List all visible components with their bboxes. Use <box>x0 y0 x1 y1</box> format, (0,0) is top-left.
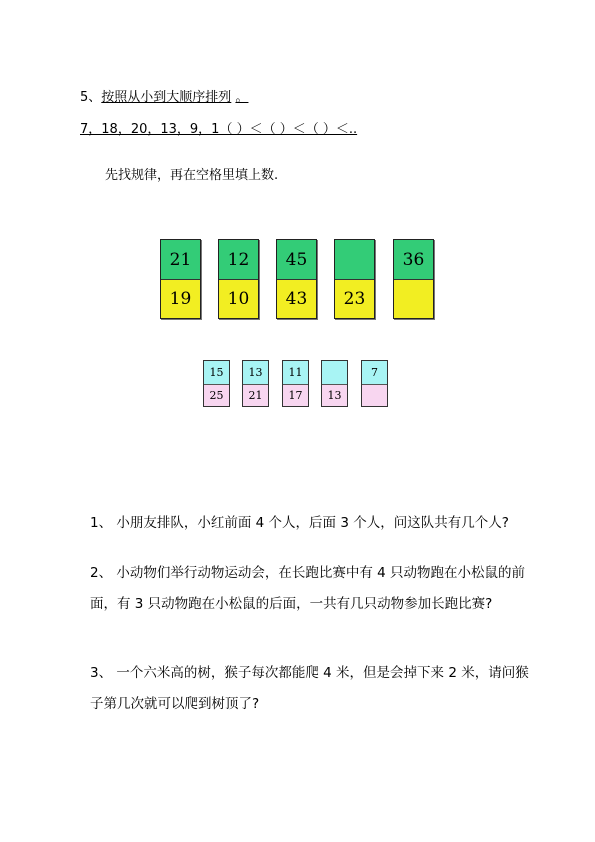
question-5-number: 5、 <box>80 90 102 105</box>
small-number-card-5 <box>361 360 388 407</box>
number-card-3 <box>276 239 317 319</box>
number-sequence: 7，18，20，13，9，1（ ）＜（ ）＜（ ）＜.. <box>80 122 358 137</box>
card-top-value: 21 <box>161 240 200 280</box>
word-problem-2: 2、 小动物们举行动物运动会，在长跑比赛中有 4 只动物跑在小松鼠的前面，有 3 只动物跑在小松鼠的后面，一共有几只动物参加长跑比赛? <box>90 565 526 612</box>
number-card-1 <box>160 239 201 319</box>
card-bottom-value <box>394 280 433 318</box>
small-number-card-1 <box>203 360 230 407</box>
card-bottom-value: 21 <box>243 385 268 406</box>
card-bottom-value: 17 <box>283 385 308 406</box>
word-problem-1: 1、 小朋友排队，小红前面 4 个人，后面 3 个人，问这队共有几个人? <box>90 515 509 531</box>
card-bottom-value: 10 <box>219 280 258 318</box>
card-top-value: 7 <box>362 361 387 385</box>
small-number-card-3 <box>282 360 309 407</box>
card-top-value: 36 <box>394 240 433 280</box>
card-bottom-value: 19 <box>161 280 200 318</box>
number-card-5 <box>393 239 434 319</box>
card-bottom-value <box>362 385 387 406</box>
question-5 <box>80 86 248 105</box>
question-5-text: 按照从小到大顺序排列 <box>101 90 232 105</box>
card-top-value: 12 <box>219 240 258 280</box>
pattern-instruction: 先找规律，再在空格里填上数. <box>105 168 279 183</box>
number-card-2 <box>218 239 259 319</box>
card-bottom-value: 13 <box>322 385 347 406</box>
card-bottom-value: 43 <box>277 280 316 318</box>
card-bottom-value: 25 <box>204 385 229 406</box>
card-top-value <box>322 361 347 385</box>
number-card-4 <box>334 239 375 319</box>
card-top-value: 13 <box>243 361 268 385</box>
question-5-end: 。 <box>235 90 249 105</box>
card-top-value: 45 <box>277 240 316 280</box>
card-top-value: 11 <box>283 361 308 385</box>
card-top-value <box>335 240 374 280</box>
small-number-card-4 <box>321 360 348 407</box>
small-number-card-2 <box>242 360 269 407</box>
card-top-value: 15 <box>204 361 229 385</box>
card-bottom-value: 23 <box>335 280 374 318</box>
word-problem-3: 3、 一个六米高的树，猴子每次都能爬 4 米，但是会掉下来 2 米，请问猴子第几次就可以爬到树顶了? <box>90 665 529 712</box>
